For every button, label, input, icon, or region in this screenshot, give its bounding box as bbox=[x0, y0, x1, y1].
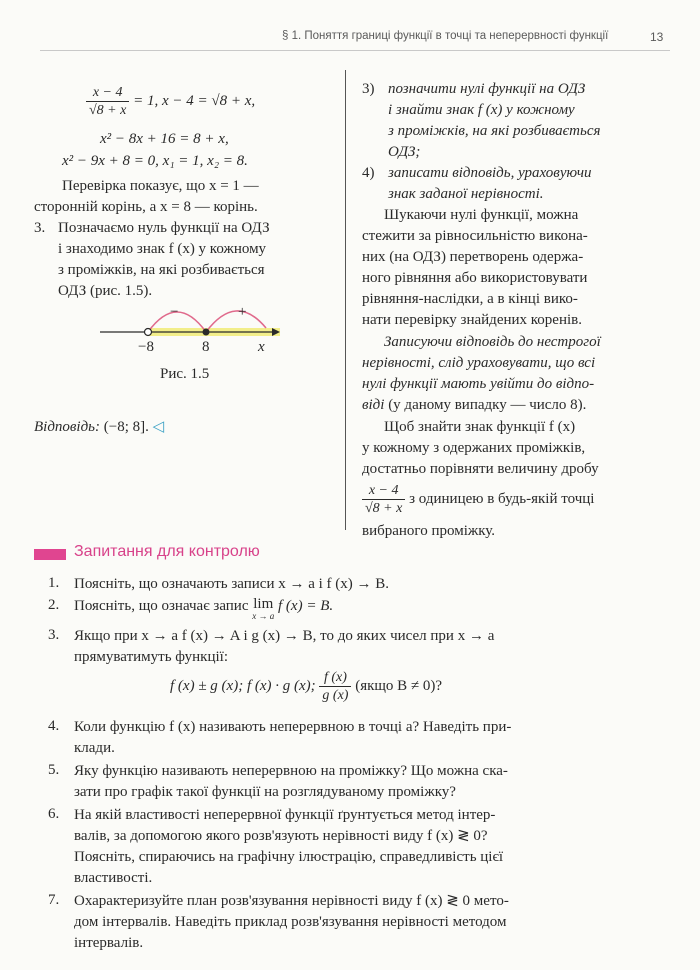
section-title: Запитання для контролю bbox=[74, 543, 260, 560]
section-marker bbox=[34, 549, 66, 560]
figure-caption: Рис. 1.5 bbox=[160, 366, 210, 382]
closed-point bbox=[203, 329, 210, 336]
item-3-line-4: ОДЗ; bbox=[388, 144, 421, 160]
tick-8: 8 bbox=[202, 339, 210, 355]
para-3-line-1: Щоб знайти знак функції f (x) bbox=[384, 419, 576, 435]
page-number: 13 bbox=[650, 30, 664, 44]
q1-number: 1. bbox=[48, 575, 60, 591]
para-2-line-3: нулі функції мають увійти до відпо- bbox=[362, 376, 595, 392]
step-3-number: 3. bbox=[34, 220, 46, 236]
q2-number: 2. bbox=[48, 597, 60, 613]
check-line-2: сторонній корінь, а x = 8 — корінь. bbox=[34, 199, 258, 215]
q2-text: Поясніть, що означає запис lim x → a f (x) = B. bbox=[74, 596, 334, 621]
q5-number: 5. bbox=[48, 762, 60, 778]
q5-line-2: зати про графік такої функції на розглядуваному проміжку? bbox=[74, 784, 456, 800]
step-3-line-4: ОДЗ (рис. 1.5). bbox=[58, 283, 153, 299]
item-4-number: 4) bbox=[362, 165, 375, 181]
fraction-f-over-g: $\frac{f (x)}{g (x)}$ bbox=[319, 669, 351, 704]
check-line-1: Перевірка показує, що x = 1 — bbox=[62, 178, 259, 194]
tick-minus-8: −8 bbox=[138, 339, 154, 355]
q6-line-4: властивості. bbox=[74, 870, 153, 886]
item-3-line-3: з проміжків, на які розбивається bbox=[388, 123, 601, 139]
para-3-line-5: вибраного проміжку. bbox=[362, 523, 496, 539]
back-triangle-icon: ◁ bbox=[152, 419, 165, 435]
open-point bbox=[145, 329, 152, 336]
item-4-line-2: знак заданої нерівності. bbox=[388, 186, 544, 202]
q4-line-1: Коли функцію f (x) називають неперервною в точці a? Наведіть при- bbox=[74, 719, 512, 735]
q3-formula: f (x) ± g (x); f (x) · g (x); $\frac{f (x)}{g (x)}$ (якщо B ≠ 0)? bbox=[170, 670, 443, 703]
q1-text: Поясніть, що означають записи x → a і f (x) → B. bbox=[74, 576, 390, 592]
q6-line-1: На якій властивості неперервної функції ґрунтується метод інтер- bbox=[74, 807, 496, 823]
equation-3: x² − 9x + 8 = 0, x₁ = 1, x₂ = 8. bbox=[62, 153, 248, 169]
q7-line-2: дом інтервалів. Наведіть приклад розв'язування нерівності методом bbox=[74, 914, 507, 930]
sign-minus: − bbox=[170, 304, 179, 320]
q4-line-2: клади. bbox=[74, 740, 115, 756]
para-1-line-6: нати перевірку знайдених коренів. bbox=[362, 312, 582, 328]
q6-line-2: валів, за допомогою якого розв'язують нерівності виду f (x) ≷ 0? bbox=[74, 828, 488, 844]
q5-line-1: Яку функцію називають неперервною на проміжку? Що можна ска- bbox=[74, 763, 508, 779]
answer-label: Відповідь: bbox=[34, 419, 101, 435]
para-2-line-1: Записуючи відповідь до нестрогої bbox=[384, 334, 601, 350]
para-1-line-2: стежити за рівносильністю викона- bbox=[362, 228, 588, 244]
q6-number: 6. bbox=[48, 806, 60, 822]
item-3-line-1: позначити нулі функції на ОДЗ bbox=[388, 81, 586, 97]
answer-line bbox=[34, 418, 164, 437]
q6-line-3: Поясніть, спираючись на графічну ілюстрацію, справедливість цієї bbox=[74, 849, 504, 865]
step-3-line-2: і знаходимо знак f (x) у кожному bbox=[58, 241, 267, 257]
q4-number: 4. bbox=[48, 718, 60, 734]
para-1-line-5: рівняння-наслідки, а в кінці вико- bbox=[362, 291, 578, 307]
para-3-line-2: у кожному з одержаних проміжків, bbox=[362, 440, 586, 456]
item-4-line-1: записати відповідь, ураховуючи bbox=[388, 165, 592, 181]
step-3-line-3: з проміжків, на які розбивається bbox=[58, 262, 265, 278]
running-header-title: § 1. Поняття границі функції в точці та неперервності функції bbox=[282, 30, 609, 42]
equation-2: x² − 8x + 16 = 8 + x, bbox=[100, 131, 229, 147]
header-rule bbox=[40, 50, 670, 51]
column-divider bbox=[345, 70, 346, 530]
answer-value: (−8; 8]. bbox=[103, 419, 149, 435]
limit-expression: lim x → a bbox=[252, 596, 275, 621]
q7-line-3: інтервалів. bbox=[74, 935, 144, 951]
para-2-line-2: нерівності, слід ураховувати, що всі bbox=[362, 355, 596, 371]
para-1-line-3: них (на ОДЗ) перетворень одержа- bbox=[362, 249, 584, 265]
step-3-line-1: Позначаємо нуль функції на ОДЗ bbox=[58, 220, 270, 236]
sign-plus: + bbox=[238, 304, 247, 320]
fraction-compare: $\frac{x - 4}{√8 + x}$ bbox=[362, 482, 405, 517]
para-1-line-1: Шукаючи нулі функції, можна bbox=[384, 207, 579, 223]
item-3-number: 3) bbox=[362, 81, 375, 97]
axis-label-x: x bbox=[258, 339, 265, 355]
para-2-line-4: віді (у даному випадку — число 8). bbox=[362, 397, 587, 413]
figure-number-line bbox=[100, 298, 280, 358]
equation-1: $\frac{x - 4}{√8 + x}$ = 1, x − 4 = √8 + x, bbox=[86, 84, 255, 119]
q7-line-1: Охарактеризуйте план розв'язування нерівності виду f (x) ≷ 0 мето- bbox=[74, 893, 509, 909]
q3-number: 3. bbox=[48, 627, 60, 643]
q7-number: 7. bbox=[48, 892, 60, 908]
para-3-fraction-line: $\frac{x - 4}{√8 + x}$ з одиницею в будь-якій точці bbox=[362, 482, 594, 517]
q3-line-2: прямуватимуть функції: bbox=[74, 649, 228, 665]
para-1-line-4: ного рівняння або використовувати bbox=[362, 270, 588, 286]
q3-line-1: Якщо при x → a f (x) → A і g (x) → B, то до яких чисел при x → a bbox=[74, 628, 495, 644]
item-3-line-2: і знайти знак f (x) у кожному bbox=[388, 102, 575, 118]
fraction-x-minus-4-over-sqrt: $\frac{x - 4}{√8 + x}$ bbox=[86, 84, 129, 119]
para-3-line-3: достатньо порівняти величину дробу bbox=[362, 461, 599, 477]
